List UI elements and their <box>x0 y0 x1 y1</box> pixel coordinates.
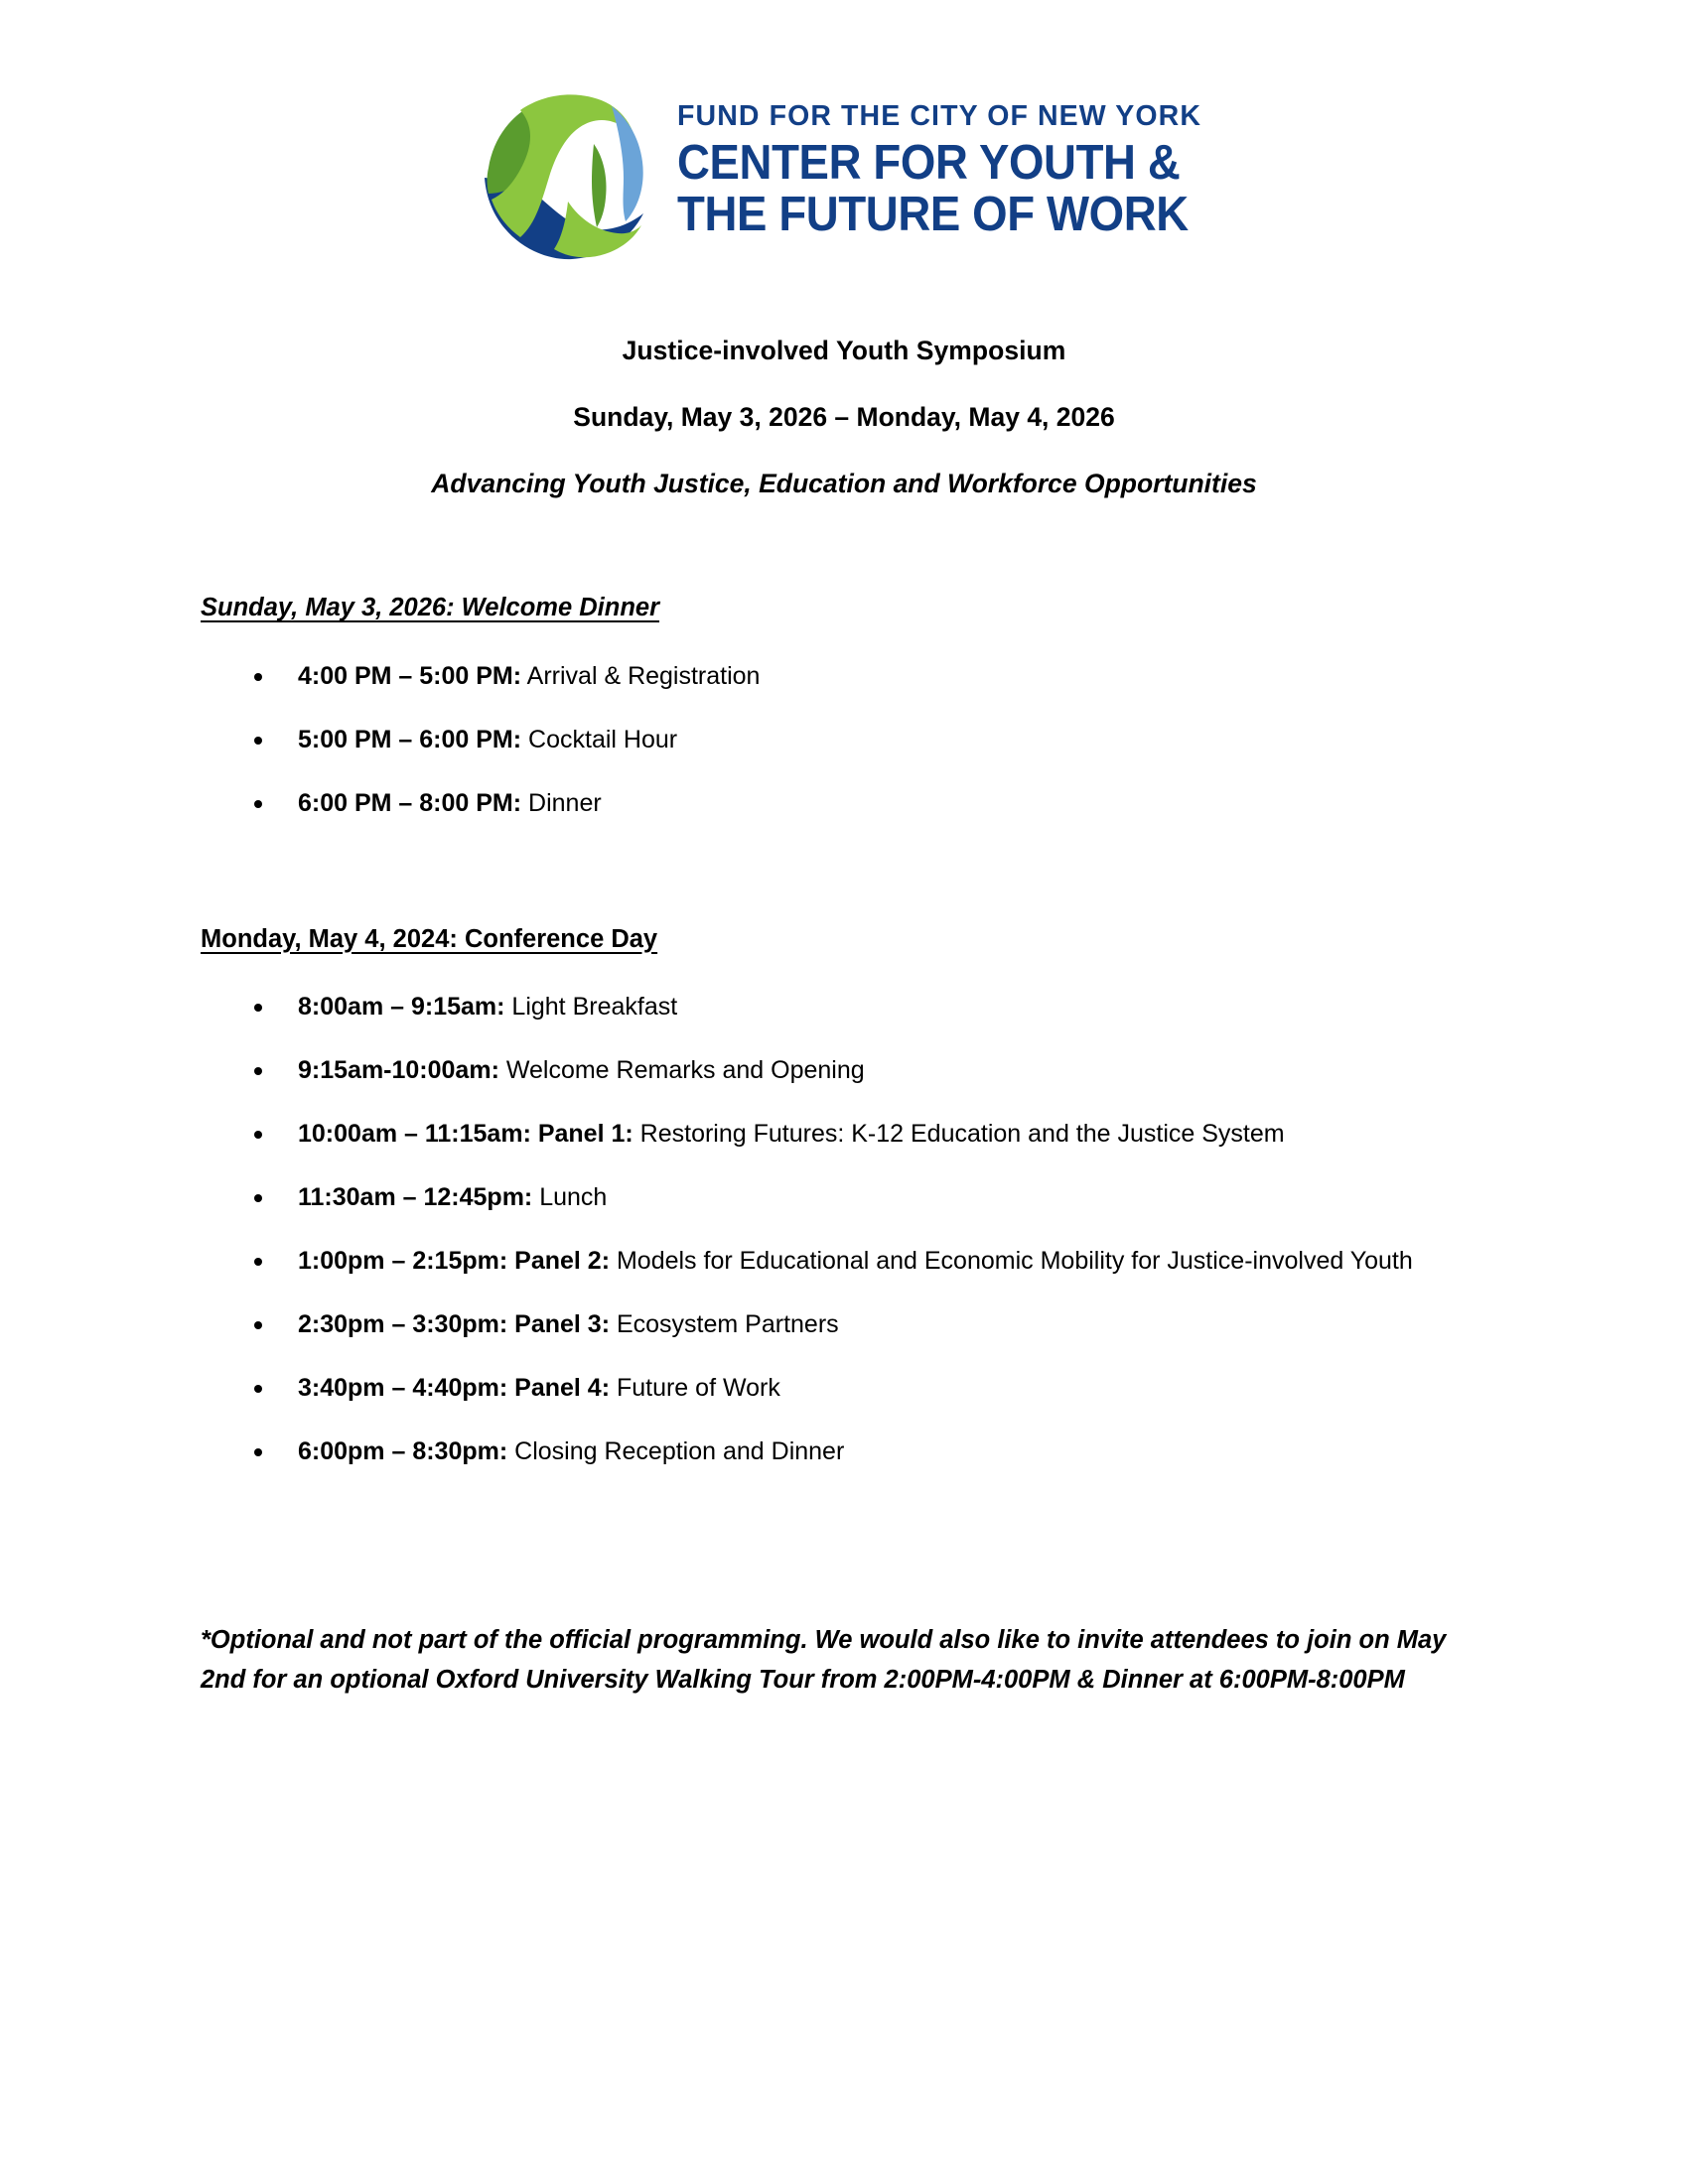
section-spacer <box>201 820 1491 927</box>
agenda-item <box>201 723 1491 756</box>
agenda-item-description: Future of Work <box>610 1374 780 1402</box>
title-block <box>199 338 1489 497</box>
agenda-item-time: 3:40pm – 4:40pm: Panel 4: <box>298 1374 611 1402</box>
agenda-item-time: 10:00am – 11:15am: Panel 1: <box>298 1120 633 1148</box>
agenda-item-time: 6:00pm – 8:30pm: <box>298 1437 508 1465</box>
agenda-item-description: Ecosystem Partners <box>610 1310 839 1338</box>
agenda-item <box>201 1307 1491 1341</box>
event-dates: Sunday, May 3, 2026 – Monday, May 4, 2026 <box>573 401 1115 432</box>
bullet-icon <box>254 1194 262 1202</box>
agenda-item <box>201 786 1491 820</box>
section-heading-sunday: Sunday, May 3, 2026: Welcome Dinner <box>201 594 660 621</box>
page-title: Justice-involved Youth Symposium <box>622 336 1066 365</box>
bullet-icon <box>254 737 262 745</box>
agenda-item-time: 9:15am-10:00am: <box>298 1056 499 1084</box>
logo-swirl-icon <box>477 82 655 261</box>
logo-name-line-2: THE FUTURE OF WORK <box>677 187 1189 241</box>
bullet-icon <box>254 1321 262 1329</box>
agenda-item <box>201 659 1491 693</box>
agenda-item-time: 6:00 PM – 8:00 PM: <box>298 788 522 817</box>
agenda-item-description: Light Breakfast <box>504 993 678 1021</box>
agenda-item-time: 11:30am – 12:45pm: <box>298 1183 533 1211</box>
agenda-item <box>201 1371 1491 1405</box>
agenda-item-time: 2:30pm – 3:30pm: Panel 3: <box>298 1310 611 1338</box>
agenda-item-time: 1:00pm – 2:15pm: Panel 2: <box>298 1247 611 1275</box>
agenda-item <box>201 1117 1491 1151</box>
bullet-icon <box>254 1067 262 1075</box>
logo-organization-line: FUND FOR THE CITY OF NEW YORK <box>677 100 1202 133</box>
section-heading-monday: Monday, May 4, 2024: Conference Day <box>201 924 658 953</box>
agenda-list-sunday <box>201 659 1491 820</box>
agenda-item-description: Welcome Remarks and Opening <box>498 1056 865 1084</box>
logo-name-line-1: CENTER FOR YOUTH & <box>677 135 1181 190</box>
bullet-icon <box>254 1258 262 1266</box>
event-subtitle: Advancing Youth Justice, Education and Workforce Opportunities <box>431 469 1257 498</box>
bullet-icon <box>254 673 262 681</box>
agenda-item-description: Dinner <box>521 788 602 817</box>
bullet-icon <box>254 800 262 808</box>
agenda-item-time: 8:00am – 9:15am: <box>298 993 505 1021</box>
logo-wordmark <box>677 102 1227 240</box>
agenda-list-monday <box>201 990 1491 1468</box>
agenda-item <box>201 1180 1491 1214</box>
agenda-item <box>201 1434 1491 1468</box>
footnote-text: *Optional and not part of the official programming. We would also like to invite attendees to join on May 2nd for an optional Oxford University Walking Tour from 2:00PM-4:00PM & Dinner at 6:00PM-8:00PM <box>201 1626 1447 1695</box>
agenda-item-description: Restoring Futures: K-12 Education and the Justice System <box>633 1120 1285 1148</box>
agenda-item-description: Models for Educational and Economic Mobility for Justice-involved Youth <box>610 1247 1413 1275</box>
bullet-icon <box>254 1131 262 1139</box>
organization-logo <box>477 77 1211 266</box>
bullet-icon <box>254 1004 262 1012</box>
bullet-icon <box>254 1448 262 1456</box>
agenda-item-time: 4:00 PM – 5:00 PM: <box>298 661 522 690</box>
agenda-section-sunday <box>201 596 1491 820</box>
bullet-icon <box>254 1385 262 1393</box>
agenda-item-description: Lunch <box>532 1183 608 1211</box>
agenda-item-description: Closing Reception and Dinner <box>507 1437 845 1465</box>
agenda-content <box>201 596 1491 1468</box>
agenda-item <box>201 1244 1491 1278</box>
agenda-item <box>201 1053 1491 1087</box>
agenda-section-monday <box>201 924 1491 1469</box>
agenda-item <box>201 990 1491 1024</box>
agenda-item-time: 5:00 PM – 6:00 PM: <box>298 725 522 753</box>
agenda-item-description: Arrival & Registration <box>521 661 761 690</box>
agenda-item-description: Cocktail Hour <box>521 725 678 753</box>
